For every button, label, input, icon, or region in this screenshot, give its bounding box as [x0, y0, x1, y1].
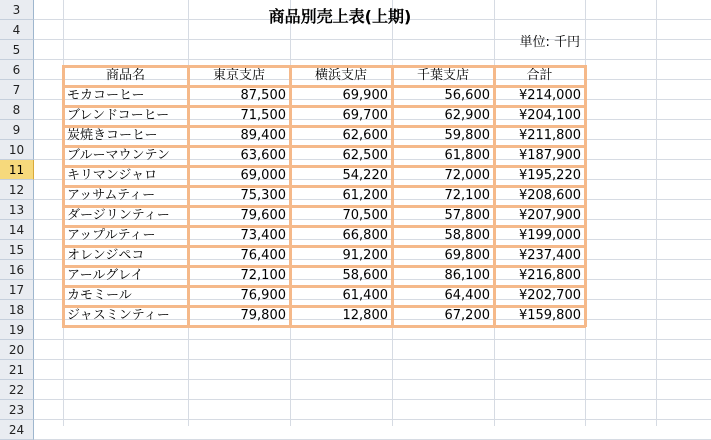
- value-cell[interactable]: 61,200: [342, 188, 388, 203]
- row-gridline: [34, 359, 711, 360]
- row-header-18[interactable]: 18: [0, 300, 34, 320]
- row-gridline: [34, 419, 711, 420]
- table-border-horizontal: [62, 65, 586, 68]
- value-cell[interactable]: 54,220: [342, 168, 388, 183]
- value-cell[interactable]: ¥214,000: [518, 88, 581, 103]
- row-header-15[interactable]: 15: [0, 240, 34, 260]
- row-gridline: [34, 379, 711, 380]
- row-gridline: [34, 39, 711, 40]
- row-header-13[interactable]: 13: [0, 200, 34, 220]
- value-cell[interactable]: ¥159,800: [518, 308, 581, 323]
- product-name-cell[interactable]: カモミール: [67, 288, 132, 303]
- table-border-vertical: [391, 65, 394, 327]
- row-header-20[interactable]: 20: [0, 340, 34, 360]
- value-cell[interactable]: 89,400: [240, 128, 286, 143]
- table-header-cell[interactable]: 横浜支店: [314, 68, 367, 83]
- sales-table: [63, 66, 585, 326]
- column-gridline: [656, 0, 657, 426]
- value-cell[interactable]: ¥207,900: [518, 208, 581, 223]
- product-name-cell[interactable]: ジャスミンティー: [67, 308, 170, 323]
- table-border-horizontal: [62, 325, 586, 328]
- row-header-4[interactable]: 4: [0, 20, 34, 40]
- value-cell[interactable]: 62,900: [444, 108, 490, 123]
- product-name-cell[interactable]: アールグレイ: [67, 268, 144, 283]
- value-cell[interactable]: 75,300: [240, 188, 286, 203]
- value-cell[interactable]: 61,400: [342, 288, 388, 303]
- value-cell[interactable]: ¥204,100: [518, 108, 581, 123]
- value-cell[interactable]: 69,000: [240, 168, 286, 183]
- table-border-vertical: [493, 65, 496, 327]
- value-cell[interactable]: 87,500: [240, 88, 286, 103]
- value-cell[interactable]: 79,800: [240, 308, 286, 323]
- product-name-cell[interactable]: ダージリンティー: [67, 208, 170, 223]
- value-cell[interactable]: 67,200: [444, 308, 490, 323]
- value-cell[interactable]: 76,400: [240, 248, 286, 263]
- row-gridline: [34, 59, 711, 60]
- value-cell[interactable]: ¥199,000: [518, 228, 581, 243]
- product-name-cell[interactable]: 炭焼きコーヒー: [67, 128, 158, 143]
- value-cell[interactable]: 64,400: [444, 288, 490, 303]
- product-name-cell[interactable]: アップルティー: [67, 228, 156, 243]
- product-name-cell[interactable]: ブレンドコーヒー: [67, 108, 170, 123]
- table-border-horizontal: [62, 265, 586, 268]
- value-cell[interactable]: 58,600: [342, 268, 388, 283]
- value-cell[interactable]: 56,600: [444, 88, 490, 103]
- row-header-21[interactable]: 21: [0, 360, 34, 380]
- table-border-horizontal: [62, 125, 586, 128]
- row-header-7[interactable]: 7: [0, 80, 34, 100]
- value-cell[interactable]: 61,800: [444, 148, 490, 163]
- value-cell[interactable]: ¥202,700: [518, 288, 581, 303]
- row-header-5[interactable]: 5: [0, 40, 34, 60]
- value-cell[interactable]: 69,900: [342, 88, 388, 103]
- value-cell[interactable]: ¥195,220: [518, 168, 581, 183]
- row-header-22[interactable]: 22: [0, 380, 34, 400]
- unit-label[interactable]: 単位: 千円: [519, 35, 580, 50]
- table-border-horizontal: [62, 225, 586, 228]
- row-header-14[interactable]: 14: [0, 220, 34, 240]
- value-cell[interactable]: 62,500: [342, 148, 388, 163]
- value-cell[interactable]: ¥237,400: [518, 248, 581, 263]
- value-cell[interactable]: ¥216,800: [518, 268, 581, 283]
- table-border-horizontal: [62, 245, 586, 248]
- value-cell[interactable]: 69,800: [444, 248, 490, 263]
- value-cell[interactable]: 57,800: [444, 208, 490, 223]
- value-cell[interactable]: ¥187,900: [518, 148, 581, 163]
- table-header-cell[interactable]: 商品名: [105, 68, 145, 83]
- value-cell[interactable]: 86,100: [444, 268, 490, 283]
- value-cell[interactable]: 79,600: [240, 208, 286, 223]
- table-header-cell[interactable]: 合計: [526, 68, 553, 83]
- table-border-horizontal: [62, 165, 586, 168]
- value-cell[interactable]: ¥208,600: [518, 188, 581, 203]
- value-cell[interactable]: 72,100: [240, 268, 286, 283]
- value-cell[interactable]: 72,000: [444, 168, 490, 183]
- table-border-vertical: [62, 65, 65, 327]
- table-header-cell[interactable]: 千葉支店: [416, 68, 469, 83]
- sheet-title[interactable]: 商品別売上表(上期): [268, 7, 412, 26]
- product-name-cell[interactable]: オレンジペコ: [67, 248, 145, 263]
- value-cell[interactable]: ¥211,800: [518, 128, 581, 143]
- row-header-10[interactable]: 10: [0, 140, 34, 160]
- row-header-6[interactable]: 6: [0, 60, 34, 80]
- table-border-horizontal: [62, 205, 586, 208]
- value-cell[interactable]: 62,600: [342, 128, 388, 143]
- table-border-horizontal: [62, 85, 586, 88]
- value-cell[interactable]: 12,800: [342, 308, 388, 323]
- table-border-vertical: [187, 65, 190, 327]
- row-gridline: [34, 339, 711, 340]
- product-name-cell[interactable]: キリマンジャロ: [67, 168, 158, 183]
- value-cell[interactable]: 66,800: [342, 228, 388, 243]
- value-cell[interactable]: 72,100: [444, 188, 490, 203]
- row-header-19[interactable]: 19: [0, 320, 34, 340]
- row-header-11[interactable]: 11: [0, 160, 34, 180]
- table-border-horizontal: [62, 185, 586, 188]
- product-name-cell[interactable]: ブルーマウンテン: [67, 148, 170, 163]
- row-header-9[interactable]: 9: [0, 120, 34, 140]
- table-header-cell[interactable]: 東京支店: [212, 68, 265, 83]
- row-header-23[interactable]: 23: [0, 400, 34, 420]
- value-cell[interactable]: 58,800: [444, 228, 490, 243]
- row-gridline: [34, 399, 711, 400]
- product-name-cell[interactable]: モカコーヒー: [67, 88, 145, 103]
- row-header-12[interactable]: 12: [0, 180, 34, 200]
- value-cell[interactable]: 73,400: [240, 228, 286, 243]
- row-header-3[interactable]: 3: [0, 0, 34, 20]
- row-header-16[interactable]: 16: [0, 260, 34, 280]
- product-name-cell[interactable]: アッサムティー: [67, 188, 156, 203]
- value-cell[interactable]: 69,700: [342, 108, 388, 123]
- table-border-horizontal: [62, 105, 586, 108]
- value-cell[interactable]: 91,200: [342, 248, 388, 263]
- table-border-vertical: [584, 65, 587, 327]
- table-border-horizontal: [62, 305, 586, 308]
- value-cell[interactable]: 59,800: [444, 128, 490, 143]
- row-header-8[interactable]: 8: [0, 100, 34, 120]
- row-header-17[interactable]: 17: [0, 280, 34, 300]
- row-header-24[interactable]: 24: [0, 420, 34, 440]
- value-cell[interactable]: 71,500: [240, 108, 286, 123]
- table-border-horizontal: [62, 285, 586, 288]
- value-cell[interactable]: 70,500: [342, 208, 388, 223]
- value-cell[interactable]: 63,600: [240, 148, 286, 163]
- table-border-vertical: [289, 65, 292, 327]
- value-cell[interactable]: 76,900: [240, 288, 286, 303]
- table-border-horizontal: [62, 145, 586, 148]
